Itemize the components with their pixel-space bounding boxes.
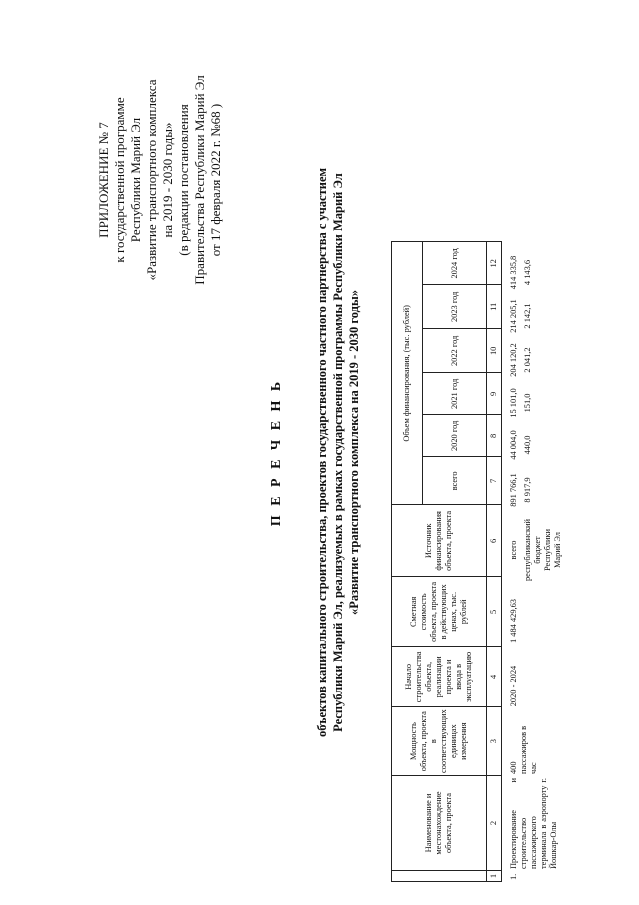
column-number: 8 xyxy=(487,415,502,457)
header-2023: 2023 год xyxy=(423,285,487,329)
header-period: Начало строительства объекта, реализации проекта и ввода в эксплуатацию xyxy=(392,647,487,707)
header-cost: Сметная стоимость объекта, проекта в действующих ценах, тыс. рублей xyxy=(392,577,487,647)
table-row xyxy=(505,251,523,882)
header-funding-group: Объем финансирования, (тыс. рублей) xyxy=(392,242,423,505)
object-period: 2020 - 2024 xyxy=(509,665,518,707)
appendix-line: (в редакции постановления xyxy=(176,104,191,256)
column-number: 11 xyxy=(487,285,502,329)
appendix-line: на 2019 - 2030 годы» xyxy=(160,122,175,238)
column-number: 6 xyxy=(487,505,502,577)
subtitle-line: «Развитие транспортного комплекса на 2019 - 2030 годы» xyxy=(347,290,361,615)
object-cost: 1 484 429,63 xyxy=(509,599,518,643)
column-number: 9 xyxy=(487,373,502,415)
total-all: 891 766,1 xyxy=(509,473,518,507)
header-source: Источник финансирования объекта, проекта xyxy=(392,505,487,577)
source-total-label: всего xyxy=(509,540,518,560)
budget-all: 8 917,9 xyxy=(523,477,532,503)
subtitle-line: Республики Марий Эл, реализуемых в рамках государственной программы Республики Марий Эл xyxy=(331,173,345,732)
total-2023: 214 205,1 xyxy=(509,299,518,333)
budget-2020: 440,0 xyxy=(523,435,532,455)
appendix-line: к государственной программе xyxy=(112,97,127,263)
object-capacity: 400 пассажиров в час xyxy=(509,725,538,774)
header-2021: 2021 год xyxy=(423,373,487,415)
header-2024: 2024 год xyxy=(423,242,487,285)
header-name: Наименование и местонахождение объекта, проекта xyxy=(392,776,487,871)
column-number: 1 xyxy=(487,871,502,882)
total-2020: 44 004,0 xyxy=(509,430,518,460)
appendix-line: «Развитие транспортного комплекса xyxy=(144,79,159,281)
total-2022: 204 120,2 xyxy=(509,343,518,377)
total-2024: 414 335,8 xyxy=(509,255,518,290)
header-2022: 2022 год xyxy=(423,329,487,373)
row-number: 1. xyxy=(509,873,518,880)
document-title: П Е Р Е Ч Е Н Ь xyxy=(269,378,284,527)
budget-2021: 151,0 xyxy=(523,393,532,413)
column-number: 2 xyxy=(487,776,502,871)
objects-table xyxy=(391,241,502,882)
budget-2024: 4 143,6 xyxy=(523,259,532,286)
object-name: Проектирование и строительство пассажирского терминала в аэропорту г. Йошкар-Олы xyxy=(509,778,558,869)
column-number: 5 xyxy=(487,577,502,647)
appendix-line: от 17 февраля 2022 г. №68 ) xyxy=(208,103,223,257)
header-col-1 xyxy=(392,871,487,882)
header-2020: 2020 год xyxy=(423,415,487,457)
budget-2022: 2 041,2 xyxy=(523,347,532,373)
header-total: всего xyxy=(423,457,487,505)
header-capacity: Мощность объекта, проекта в соответствующих единицах измерения xyxy=(392,707,487,776)
source-republic-budget-label: республиканский бюджет Республики Марий Эл xyxy=(523,519,562,581)
appendix-line: Правительства Республики Марий Эл xyxy=(192,75,207,285)
budget-2023: 2 142,1 xyxy=(523,303,532,329)
subtitle-line: объектов капитального строительства, проектов государственного частного партнерства с участием xyxy=(315,167,329,738)
column-number: 3 xyxy=(487,707,502,776)
column-number: 7 xyxy=(487,457,502,505)
total-2021: 15 101,0 xyxy=(509,388,518,418)
column-number: 12 xyxy=(487,242,502,285)
column-number: 4 xyxy=(487,647,502,707)
objects-data-rows xyxy=(505,251,567,882)
appendix-line: ПРИЛОЖЕНИЕ № 7 xyxy=(96,122,111,238)
appendix-line: Республики Марий Эл xyxy=(128,117,143,243)
appendix-block xyxy=(96,51,224,309)
document-heading xyxy=(268,25,362,880)
column-number: 10 xyxy=(487,329,502,373)
